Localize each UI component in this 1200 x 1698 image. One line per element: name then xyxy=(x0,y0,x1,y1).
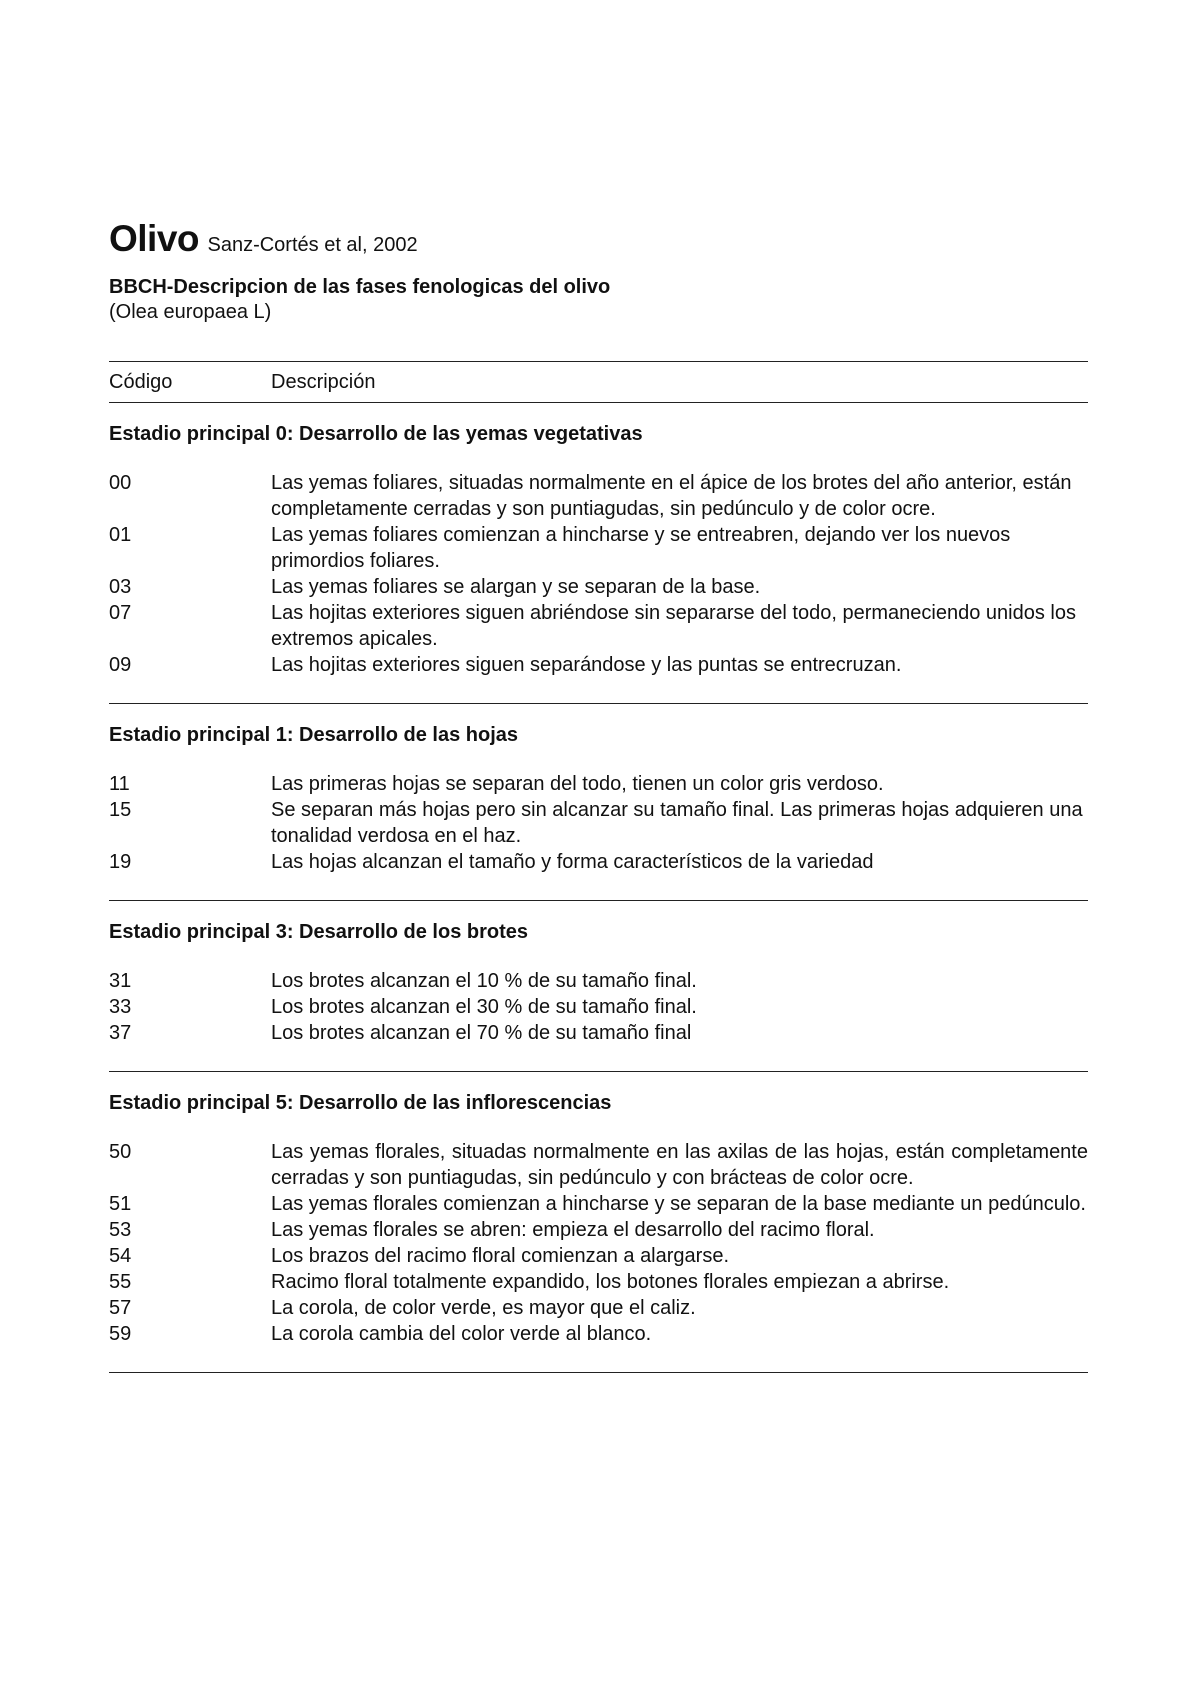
document-title-line xyxy=(109,218,1088,262)
section-spacer xyxy=(109,1347,1088,1372)
stage-section xyxy=(109,901,1088,1072)
subtitle-species: (Olea europaea L) xyxy=(109,301,272,323)
header-code: Código xyxy=(109,370,173,393)
table-row xyxy=(109,1217,1088,1243)
entry-code: 07 xyxy=(109,602,132,624)
entry-code: 50 xyxy=(109,1141,132,1163)
entry-description: La corola cambia del color verde al blanco. xyxy=(271,1323,652,1345)
stage-section xyxy=(109,1072,1088,1373)
entry-description: Los brazos del racimo floral comienzan a alargarse. xyxy=(271,1245,729,1267)
stage-section xyxy=(109,704,1088,901)
entry-description: Los brotes alcanzan el 30 % de su tamaño final. xyxy=(271,996,697,1018)
table-row xyxy=(109,652,1088,678)
entry-code: 09 xyxy=(109,654,132,676)
table-row xyxy=(109,1243,1088,1269)
table-row xyxy=(109,574,1088,600)
entry-description: Racimo floral totalmente expandido, los botones florales empiezan a abrirse. xyxy=(271,1271,950,1293)
entry-code: 33 xyxy=(109,996,132,1018)
table-row xyxy=(109,600,1088,652)
section-spacer xyxy=(109,678,1088,703)
entry-description: Las yemas florales se abren: empieza el desarrollo del racimo floral. xyxy=(271,1219,875,1241)
table-row xyxy=(109,1139,1088,1191)
document-reference: Sanz-Cortés et al, 2002 xyxy=(207,234,418,256)
entry-code: 15 xyxy=(109,799,132,821)
table-row xyxy=(109,771,1088,797)
document-subtitle xyxy=(109,275,1088,325)
table-row xyxy=(109,470,1088,522)
header-description: Descripción xyxy=(271,370,376,393)
entry-code: 51 xyxy=(109,1193,132,1215)
table-row xyxy=(109,849,1088,875)
entry-code: 54 xyxy=(109,1245,132,1267)
stage-section xyxy=(109,403,1088,704)
section-spacer xyxy=(109,1046,1088,1071)
entry-description: Las yemas florales comienzan a hincharse y se separan de la base mediante un pedúnculo. xyxy=(271,1193,1086,1215)
stage-title: Estadio principal 1: Desarrollo de las hojas xyxy=(109,724,519,746)
table-row xyxy=(109,522,1088,574)
entry-description: La corola, de color verde, es mayor que el caliz. xyxy=(271,1297,696,1319)
entry-code: 59 xyxy=(109,1323,132,1345)
entry-description: Las yemas foliares, situadas normalmente en el ápice de los brotes del año anterior, están completamente cerradas y son puntiagudas, sin pedúnculo y de color ocre. xyxy=(271,472,1072,520)
table-row xyxy=(109,994,1088,1020)
entry-description: Las primeras hojas se separan del todo, tienen un color gris verdoso. xyxy=(271,773,884,795)
table-row xyxy=(109,797,1088,849)
entry-description: Las hojitas exteriores siguen separándose y las puntas se entrecruzan. xyxy=(271,654,902,676)
document-title: Olivo xyxy=(109,218,200,259)
entry-description: Las hojas alcanzan el tamaño y forma característicos de la variedad xyxy=(271,851,874,873)
entry-code: 55 xyxy=(109,1271,132,1293)
table-row xyxy=(109,1295,1088,1321)
entry-description: Las hojitas exteriores siguen abriéndose sin separarse del todo, permaneciendo unidos los extremos apicales. xyxy=(271,602,1076,650)
entry-code: 37 xyxy=(109,1022,132,1044)
table-row xyxy=(109,1321,1088,1347)
table-row xyxy=(109,1269,1088,1295)
entry-code: 11 xyxy=(109,773,130,795)
entry-code: 53 xyxy=(109,1219,132,1241)
entry-description: Los brotes alcanzan el 70 % de su tamaño final xyxy=(271,1022,692,1044)
entry-code: 00 xyxy=(109,472,132,494)
stage-title: Estadio principal 3: Desarrollo de los brotes xyxy=(109,921,528,943)
section-spacer xyxy=(109,875,1088,900)
subtitle-heading: BBCH-Descripcion de las fases fenologicas del olivo xyxy=(109,276,611,298)
entry-code: 57 xyxy=(109,1297,132,1319)
table-header xyxy=(109,362,1088,402)
section-rule xyxy=(109,1372,1088,1373)
phenology-table xyxy=(109,361,1088,1373)
table-row xyxy=(109,968,1088,994)
stage-title: Estadio principal 0: Desarrollo de las yemas vegetativas xyxy=(109,423,643,445)
document-page xyxy=(109,218,1088,1373)
entry-description: Las yemas foliares comienzan a hincharse y se entreabren, dejando ver los nuevos primordios foliares. xyxy=(271,524,1011,572)
entry-code: 19 xyxy=(109,851,132,873)
table-row xyxy=(109,1191,1088,1217)
stage-title: Estadio principal 5: Desarrollo de las inflorescencias xyxy=(109,1092,612,1114)
stages-container xyxy=(109,403,1088,1373)
entry-code: 03 xyxy=(109,576,132,598)
entry-description: Las yemas foliares se alargan y se separan de la base. xyxy=(271,576,761,598)
entry-code: 31 xyxy=(109,970,132,992)
table-row xyxy=(109,1020,1088,1046)
entry-description: Se separan más hojas pero sin alcanzar su tamaño final. Las primeras hojas adquieren una tonalidad verdosa en el haz. xyxy=(271,799,1083,847)
entry-description: Las yemas florales, situadas normalmente en las axilas de las hojas, están completamente cerradas y son puntiagudas, sin pedúnculo y con brácteas de color ocre. xyxy=(271,1141,1088,1189)
entry-description: Los brotes alcanzan el 10 % de su tamaño final. xyxy=(271,970,697,992)
entry-code: 01 xyxy=(109,524,132,546)
